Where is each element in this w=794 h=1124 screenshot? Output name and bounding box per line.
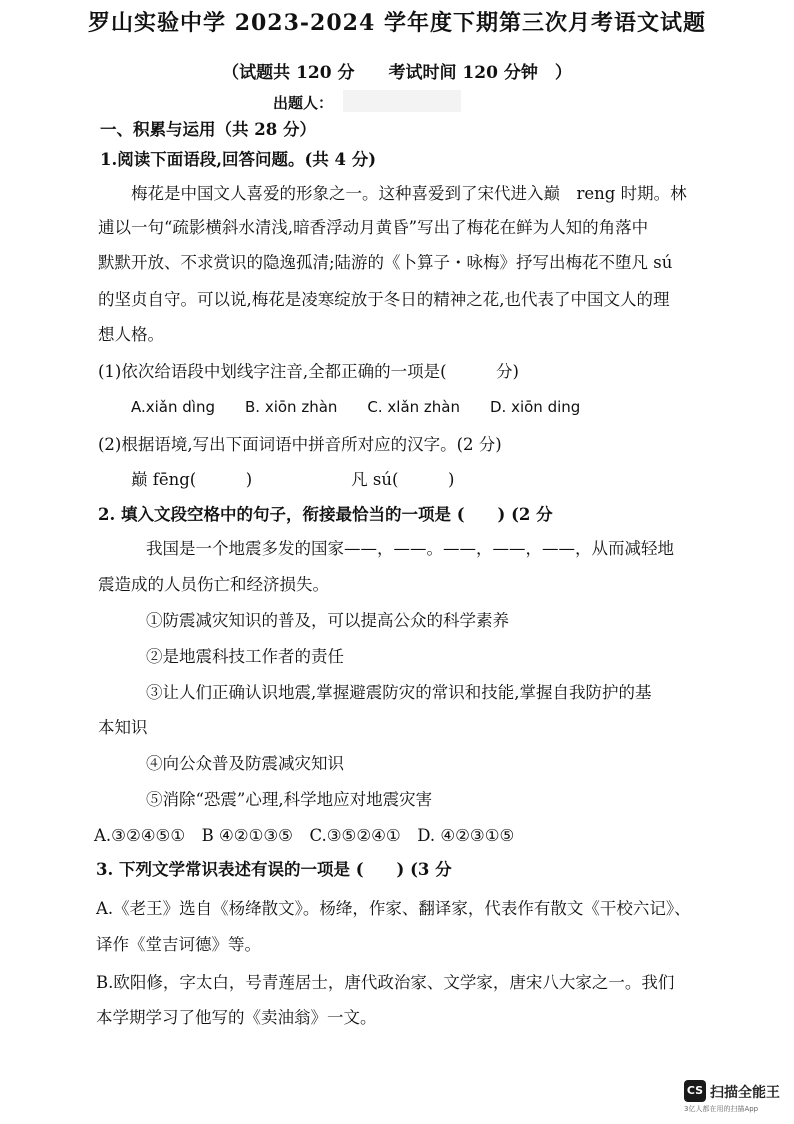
q1-passage-line: 梅花是中国文人喜爱的形象之一。这种喜爱到了宋代进入巅 reng 时期。林 [131, 184, 687, 203]
q1-sub2-items: 巅 fēng( ) 凡 sú( ) [131, 470, 455, 489]
q1-sub1-options: A.xiǎn dìng B. xiōn zhàn C. xlǎn zhàn D. xiōn ding [131, 398, 581, 416]
section-heading: 一、积累与运用（共 28 分） [100, 120, 316, 139]
q3-line: A.《老王》选自《杨绛散文》。杨绛，作家、翻译家，代表作有散文《干校六记》、 [96, 899, 691, 918]
q2-item: ③让人们正确认识地震,掌握避震防灾的常识和技能,掌握自我防护的基 [146, 683, 652, 702]
q1-passage-line: 的坚贞自守。可以说,梅花是凌寒绽放于冬日的精神之花,也代表了中国文人的理 [98, 290, 670, 309]
watermark-tagline: 3亿人都在用的扫描App [684, 1105, 759, 1113]
q2-passage-line: 我国是一个地震多发的国家——，——。——，——，——，从而减轻地 [146, 539, 674, 558]
q2-item: ④向公众普及防震减灾知识 [146, 754, 344, 773]
q1-sub1-stem: (1)依次给语段中划线字注音,全都正确的一项是( 分) [98, 362, 519, 381]
question-2-stem: 2. 填入文段空格中的句子，衔接最恰当的一项是 ( ) (2 分 [98, 505, 553, 524]
q2-item: 本知识 [98, 718, 148, 737]
question-1-stem: 1.阅读下面语段,回答问题。(共 4 分) [100, 150, 377, 169]
watermark-name: 扫描全能王 [710, 1085, 780, 1101]
question-3-stem: 3. 下列文学常识表述有误的一项是 ( ) (3 分 [96, 860, 452, 879]
q2-item: ①防震减灾知识的普及，可以提高公众的科学素养 [146, 611, 509, 630]
q1-passage-line: 默默开放、不求赏识的隐逸孤清;陆游的《卜算子・咏梅》抒写出梅花不堕凡 sú [98, 253, 673, 272]
q2-passage-line: 震造成的人员伤亡和经济损失。 [98, 575, 329, 594]
exam-title: 罗山实验中学 2023-2024 学年度下期第三次月考语文试题 [88, 10, 706, 36]
q2-options: A.③②④⑤① B ④②①③⑤ C.③⑤②④① D. ④②③①⑤ [94, 826, 515, 845]
exam-subtitle: （试题共 120 分 考试时间 120 分钟 ） [222, 63, 572, 83]
q2-item: ⑤消除“恐震”心理,科学地应对地震灾害 [146, 790, 433, 809]
q1-passage-line: 想人格。 [98, 325, 164, 344]
setter-label: 出题人： [273, 94, 334, 112]
q1-passage-line: 逋以一句“疏影横斜水清浅,暗香浮动月黄昏”写出了梅花在鲜为人知的角落中 [98, 218, 649, 237]
camscanner-logo-icon: CS [684, 1080, 706, 1102]
q3-line: 译作《堂吉诃德》等。 [96, 935, 261, 954]
scanner-watermark [684, 1080, 784, 1114]
q3-line: B.欧阳修，字太白，号青莲居士，唐代政治家、文学家，唐宋八大家之一。我们 [96, 973, 675, 992]
q2-item: ②是地震科技工作者的责任 [146, 647, 344, 666]
q3-line: 本学期学习了他写的《卖油翁》一文。 [96, 1008, 377, 1027]
q1-sub2-stem: (2)根据语境,写出下面词语中拼音所对应的汉字。(2 分) [98, 435, 502, 454]
redacted-setter-name [343, 90, 461, 112]
